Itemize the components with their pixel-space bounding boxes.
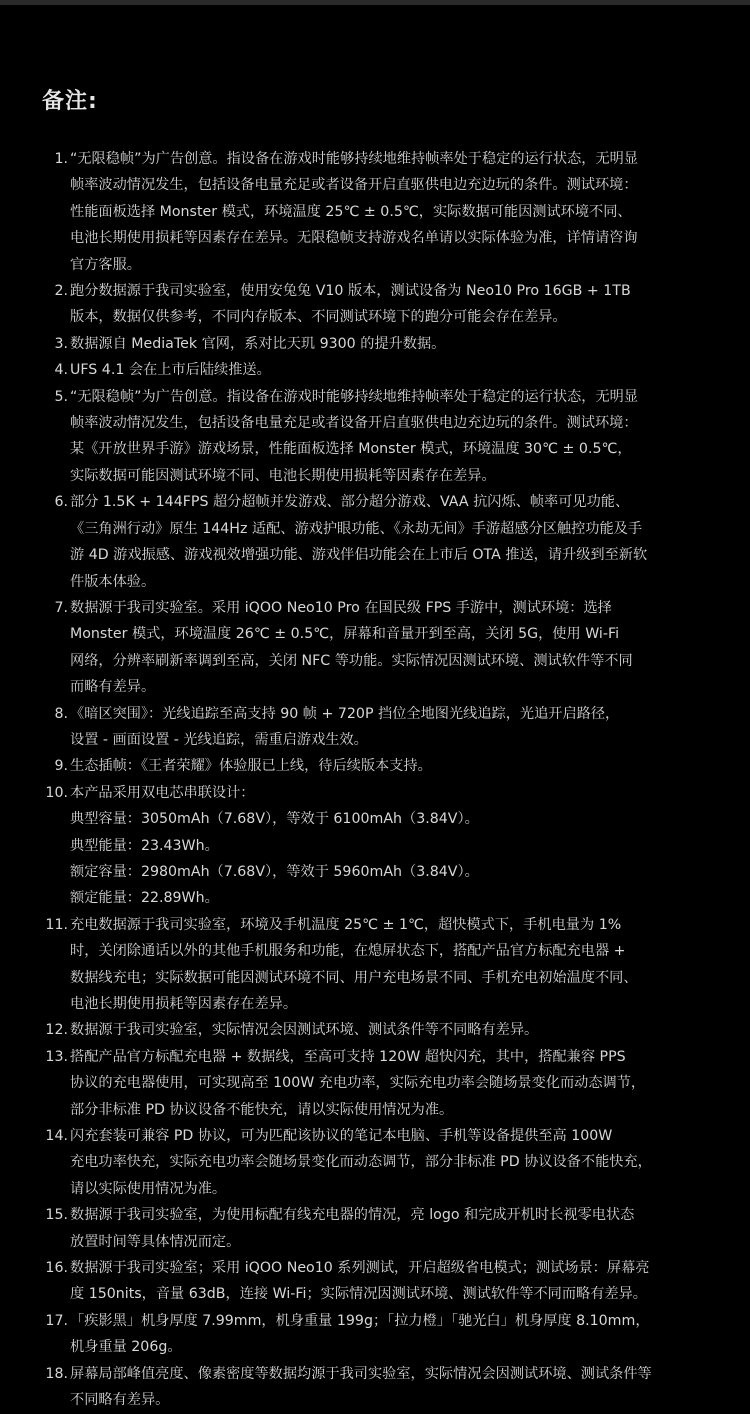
note-number: 16.: [45, 1260, 68, 1277]
note-text: [70, 1202, 718, 1255]
note-number: 11.: [45, 916, 68, 933]
note-text: [70, 1361, 718, 1414]
note-line: 而略有差异。: [70, 679, 156, 696]
note-line: 设置 - 画面设置 - 光线追踪，需重启游戏生效。: [70, 731, 368, 748]
note-line: 本产品采用双电芯串联设计：: [70, 784, 255, 801]
note-text: [70, 1017, 718, 1043]
note-item: [38, 701, 718, 754]
note-item: [38, 1361, 718, 1414]
note-line: 性能面板选择 Monster 模式，环境温度 25℃ ± 0.5℃，实际数据可能因测试环境不同、: [70, 203, 632, 220]
note-line: 数据源于我司实验室；采用 iQOO Neo10 系列测试，开启超级省电模式；测试场景：屏幕亮: [70, 1260, 650, 1277]
notes-list: [38, 146, 718, 1414]
note-line: 充电数据源于我司实验室，环境及手机温度 25℃ ± 1℃，超快模式下，手机电量为 1%: [70, 916, 622, 933]
note-text: [70, 1308, 718, 1361]
note-text: [70, 146, 718, 278]
note-item: [38, 912, 718, 1018]
top-divider: [0, 0, 750, 5]
note-item: [38, 1202, 718, 1255]
note-number: 7.: [54, 599, 68, 616]
note-text: [70, 1044, 718, 1123]
note-line: 《三角洲行动》原生 144Hz 适配、游戏护眼功能、《永劫无间》手游超感分区触控功能及手: [70, 520, 643, 537]
note-text: [70, 1123, 718, 1202]
note-line: 搭配产品官方标配充电器 + 数据线，至高可支持 120W 超快闪充，其中，搭配兼容 PPS: [70, 1048, 626, 1065]
note-number: 2.: [54, 283, 68, 300]
page-title: 备注:: [42, 89, 98, 114]
note-line: 版本，数据仅供参考，不同内存版本、不同测试环境下的跑分可能会存在差异。: [70, 309, 567, 326]
note-item: [38, 489, 718, 595]
note-item: [38, 146, 718, 278]
note-line: 数据线充电；实际数据可能因测试环境不同、用户充电场景不同、手机充电初始温度不同、: [70, 969, 638, 986]
note-line: “无限稳帧”为广告创意。指设备在游戏时能够持续地维持帧率处于稳定的运行状态，无明显: [70, 151, 639, 167]
note-line: 部分 1.5K + 144FPS 超分超帧并发游戏、部分超分游戏、VAA 抗闪烁、帧率可见功能、: [70, 494, 630, 511]
note-line: UFS 4.1 会在上市后陆续推送。: [70, 362, 271, 379]
note-number: 10.: [45, 784, 68, 801]
note-text: [70, 753, 718, 779]
note-text: [70, 595, 718, 701]
note-text: [70, 912, 718, 1018]
note-item: [38, 1255, 718, 1308]
note-line: 典型容量：3050mAh（7.68V），等效于 6100mAh（3.84V）。: [70, 811, 479, 828]
note-text: [70, 1255, 718, 1308]
note-line: 部分非标准 PD 协议设备不能快充，请以实际使用情况为准。: [70, 1101, 454, 1118]
note-item: [38, 595, 718, 701]
note-line: 数据源于我司实验室。采用 iQOO Neo10 Pro 在国民级 FPS 手游中，测试环境：选择: [70, 599, 612, 616]
note-number: 13.: [45, 1048, 68, 1065]
note-line: 协议的充电器使用，可实现高至 100W 充电功率，实际充电功率会随场景变化而动态调节，: [70, 1075, 646, 1092]
note-number: 3.: [54, 335, 68, 352]
note-item: [38, 331, 718, 357]
note-number: 15.: [45, 1207, 68, 1224]
note-number: 4.: [54, 362, 68, 379]
note-line: 电池长期使用损耗等因素存在差异。无限稳帧支持游戏名单请以实际体验为准，详情请咨询: [70, 230, 638, 247]
note-item: [38, 384, 718, 490]
note-line: 电池长期使用损耗等因素存在差异。: [70, 996, 298, 1012]
note-item: [38, 1017, 718, 1043]
note-line: “无限稳帧”为广告创意。指设备在游戏时能够持续地维持帧率处于稳定的运行状态，无明显: [70, 388, 639, 405]
note-number: 9.: [54, 758, 68, 775]
note-line: 不同略有差异。: [70, 1392, 170, 1409]
note-item: [38, 780, 718, 912]
note-text: [70, 780, 718, 912]
note-text: [70, 357, 718, 383]
note-line: 数据源于我司实验室，实际情况会因测试环境、测试条件等不同略有差异。: [70, 1022, 539, 1039]
note-line: Monster 模式，环境温度 26℃ ± 0.5℃，屏幕和音量开到至高，关闭 5G，使用 Wi-Fi: [70, 626, 620, 643]
note-item: [38, 1308, 718, 1361]
note-line: 游 4D 游戏振感、游戏视效增强功能、游戏伴侣功能会在上市后 OTA 推送，请升级到至新软: [70, 547, 648, 564]
note-text: [70, 489, 718, 595]
note-line: 实际数据可能因测试环境不同、电池长期使用损耗等因素存在差异。: [70, 467, 496, 484]
note-line: 请以实际使用情况为准。: [70, 1180, 227, 1197]
note-line: 网络，分辨率刷新率调到至高，关闭 NFC 等功能。实际情况因测试环境、测试软件等不同: [70, 652, 633, 669]
note-line: 放置时间等具体情况而定。: [70, 1233, 241, 1250]
note-number: 14.: [45, 1128, 68, 1145]
note-line: 典型能量：23.43Wh。: [70, 837, 219, 854]
note-number: 18.: [45, 1365, 68, 1382]
note-line: 帧率波动情况发生，包括设备电量充足或者设备开启直驱供电边充边玩的条件。测试环境：: [70, 177, 638, 194]
note-item: [38, 357, 718, 383]
note-line: 度 150nits，音量 63dB，连接 Wi-Fi；实际情况因测试环境、测试软件等不同而略有差异。: [70, 1286, 647, 1303]
note-line: 机身重量 206g。: [70, 1339, 182, 1356]
note-item: [38, 278, 718, 331]
note-number: 6.: [54, 494, 68, 511]
note-line: 充电功率快充，实际充电功率会随场景变化而动态调节，部分非标准 PD 协议设备不能快充，: [70, 1154, 652, 1171]
note-line: 时，关闭除通话以外的其他手机服务和功能，在熄屏状态下，搭配产品官方标配充电器 +: [70, 943, 626, 960]
note-line: 生态插帧：《王者荣耀》体验服已上线，待后续版本支持。: [70, 758, 432, 775]
note-number: 12.: [45, 1022, 68, 1039]
note-line: 跑分数据源于我司实验室，使用安兔兔 V10 版本，测试设备为 Neo10 Pro 16GB + 1TB: [70, 283, 631, 300]
note-number: 17.: [45, 1312, 68, 1329]
note-line: 《暗区突围》：光线追踪至高支持 90 帧 + 720P 挡位全地图光线追踪，光追开启路径，: [70, 705, 620, 722]
note-number: 1.: [54, 151, 68, 167]
note-line: 帧率波动情况发生，包括设备电量充足或者设备开启直驱供电边充边玩的条件。测试环境：: [70, 415, 638, 432]
note-item: [38, 1123, 718, 1202]
note-line: 数据源自 MediaTek 官网，系对比天玑 9300 的提升数据。: [70, 335, 446, 352]
note-line: 数据源于我司实验室，为使用标配有线充电器的情况，亮 logo 和完成开机时长视零电状态: [70, 1207, 635, 1224]
note-text: [70, 331, 718, 357]
note-text: [70, 384, 718, 490]
note-line: 件版本体验。: [70, 573, 156, 590]
note-line: 某《开放世界手游》游戏场景，性能面板选择 Monster 模式，环境温度 30℃ ± 0.5℃，: [70, 441, 632, 458]
note-text: [70, 701, 718, 754]
note-item: [38, 1044, 718, 1123]
note-line: 闪充套装可兼容 PD 协议，可为匹配该协议的笔记本电脑、手机等设备提供至高 100W: [70, 1128, 613, 1145]
note-number: 8.: [54, 705, 68, 722]
note-text: [70, 278, 718, 331]
note-item: [38, 753, 718, 779]
note-line: 屏幕局部峰值亮度、像素密度等数据均源于我司实验室，实际情况会因测试环境、测试条件等: [70, 1365, 652, 1382]
note-line: 额定容量：2980mAh（7.68V），等效于 5960mAh（3.84V）。: [70, 863, 479, 880]
note-line: 官方客服。: [70, 256, 141, 273]
note-line: 「疾影黑」机身厚度 7.99mm，机身重量 199g；「拉力橙」「驰光白」机身厚度 8.10mm，: [70, 1312, 650, 1329]
note-line: 额定能量：22.89Wh。: [70, 890, 219, 907]
note-number: 5.: [54, 388, 68, 405]
